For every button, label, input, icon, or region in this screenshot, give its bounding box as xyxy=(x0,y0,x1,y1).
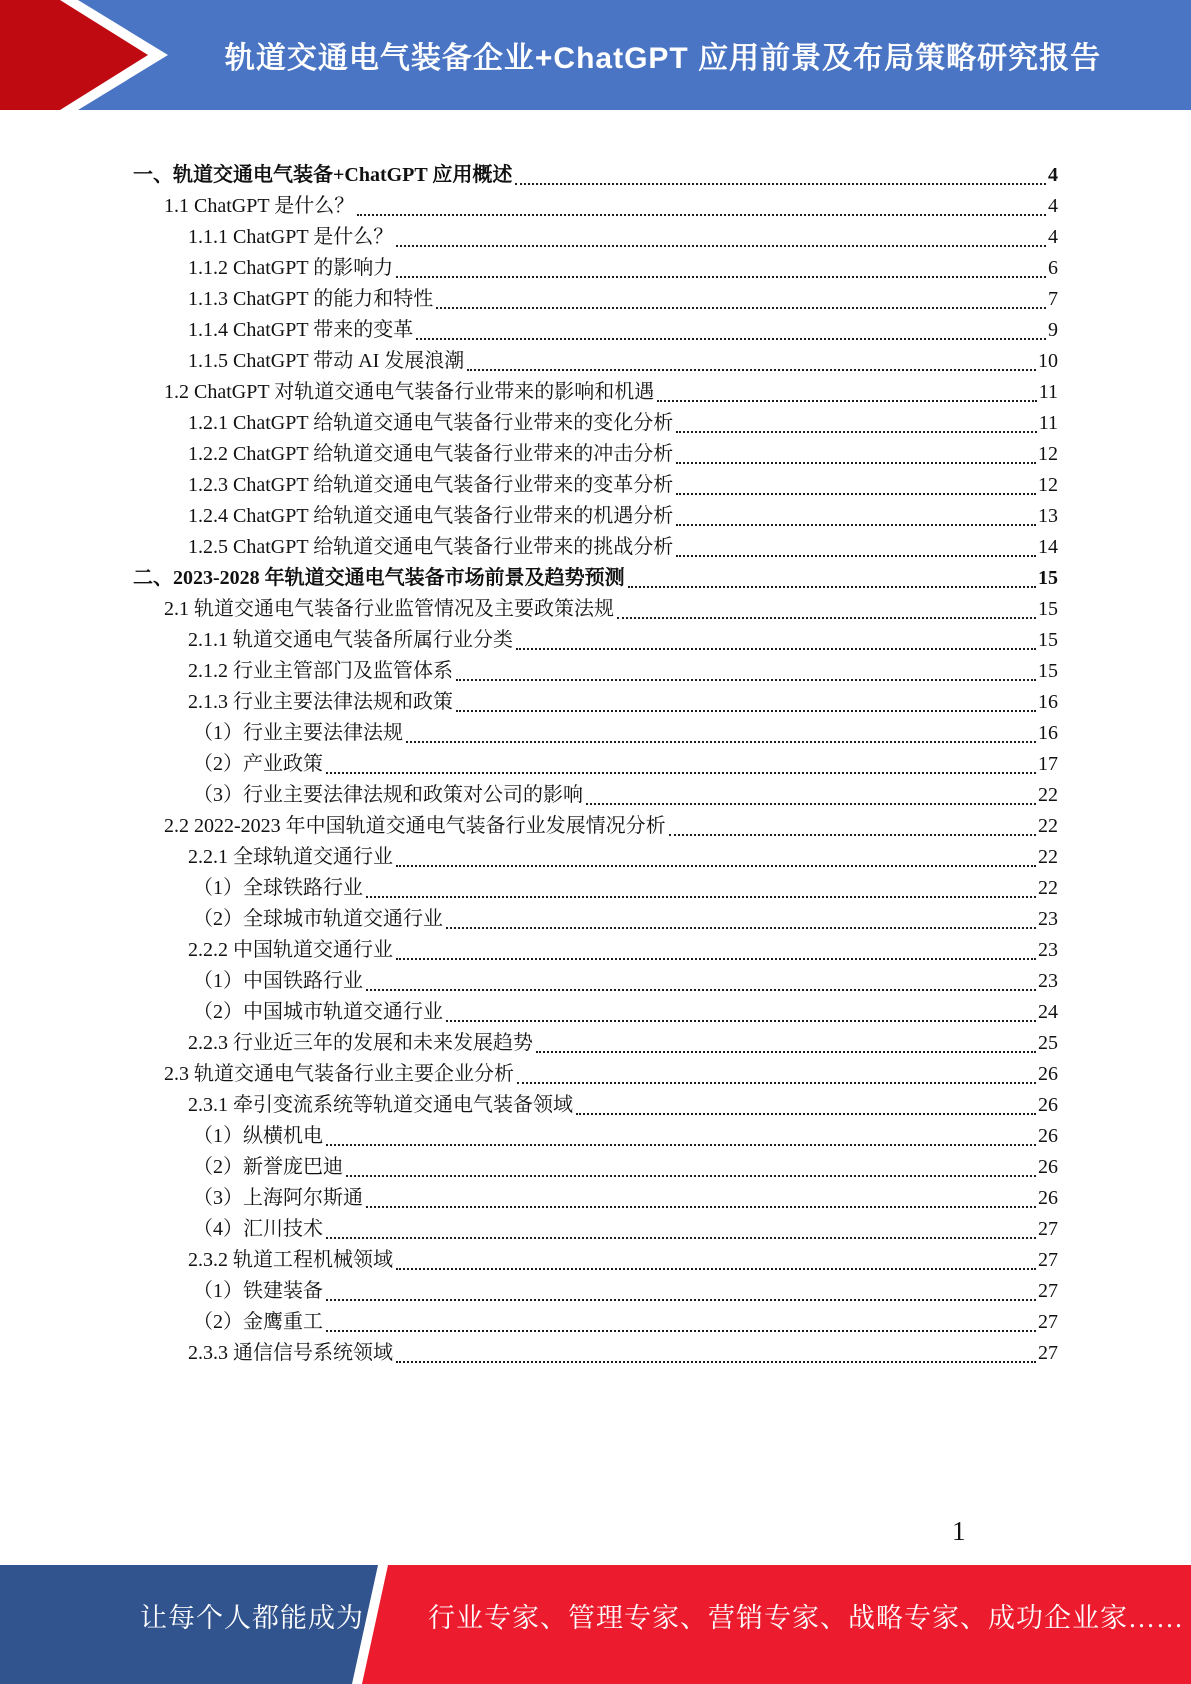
toc-entry-page: 15 xyxy=(1038,629,1058,651)
toc-entry-page: 12 xyxy=(1038,474,1058,496)
toc-entry[interactable] xyxy=(164,1059,1058,1090)
footer-slogan-right: 行业专家、管理专家、营销专家、战略专家、成功企业家…… xyxy=(428,1603,1184,1633)
dot-leader xyxy=(406,718,1036,743)
toc-entry-label: 1.1.2 ChatGPT 的影响力 xyxy=(188,257,394,279)
toc-entry-page: 15 xyxy=(1038,660,1058,682)
dot-leader xyxy=(676,470,1036,495)
toc-entry[interactable] xyxy=(188,842,1058,873)
toc-entry[interactable] xyxy=(193,873,1058,904)
footer-slogan-left: 让每个人都能成为 xyxy=(140,1603,364,1633)
toc-entry-label: 2.1 轨道交通电气装备行业监管情况及主要政策法规 xyxy=(164,598,614,620)
toc-entry-label: （1）中国铁路行业 xyxy=(193,970,363,992)
dot-leader xyxy=(467,346,1036,371)
dot-leader xyxy=(676,408,1037,433)
dot-leader xyxy=(396,253,1046,278)
dot-leader xyxy=(517,1059,1036,1084)
toc-entry-label: 一、轨道交通电气装备+ChatGPT 应用概述 xyxy=(133,164,513,186)
toc-entry[interactable] xyxy=(188,1245,1058,1276)
toc-entry-page: 25 xyxy=(1038,1032,1058,1054)
toc-entry-page: 13 xyxy=(1038,505,1058,527)
toc-entry-page: 14 xyxy=(1038,536,1058,558)
dot-leader xyxy=(416,315,1046,340)
toc-list xyxy=(133,160,1058,1369)
toc-entry[interactable] xyxy=(164,191,1058,222)
toc-entry[interactable] xyxy=(164,811,1058,842)
toc-entry-label: （2）产业政策 xyxy=(193,753,323,775)
toc-entry[interactable] xyxy=(193,1152,1058,1183)
toc-entry-page: 27 xyxy=(1038,1249,1058,1271)
toc-entry-label: 1.2.1 ChatGPT 给轨道交通电气装备行业带来的变化分析 xyxy=(188,412,674,434)
dot-leader xyxy=(515,160,1046,185)
report-header xyxy=(0,0,1191,110)
toc-entry-label: 1.1.3 ChatGPT 的能力和特性 xyxy=(188,288,434,310)
dot-leader xyxy=(396,935,1036,960)
toc-entry[interactable] xyxy=(193,1214,1058,1245)
toc-entry-page: 4 xyxy=(1048,226,1058,248)
toc-entry-page: 23 xyxy=(1038,908,1058,930)
toc-entry-label: 1.1.4 ChatGPT 带来的变革 xyxy=(188,319,414,341)
toc-entry-page: 10 xyxy=(1038,350,1058,372)
toc-entry-label: 2.1.3 行业主要法律法规和政策 xyxy=(188,691,453,713)
red-arrow-icon xyxy=(0,0,200,110)
page-number: 1 xyxy=(952,1516,966,1546)
toc-entry-page: 12 xyxy=(1038,443,1058,465)
dot-leader xyxy=(669,811,1036,836)
dot-leader xyxy=(456,687,1036,712)
toc-entry-label: （3）行业主要法律法规和政策对公司的影响 xyxy=(193,784,583,806)
toc-entry-label: （3）上海阿尔斯通 xyxy=(193,1187,363,1209)
toc-entry[interactable] xyxy=(188,1338,1058,1369)
toc-entry-page: 9 xyxy=(1048,319,1058,341)
toc-entry[interactable] xyxy=(193,718,1058,749)
dot-leader xyxy=(366,873,1036,898)
dot-leader xyxy=(536,1028,1036,1053)
dot-leader xyxy=(676,439,1036,464)
dot-leader xyxy=(676,532,1036,557)
toc-entry-page: 22 xyxy=(1038,846,1058,868)
toc-entry-page: 15 xyxy=(1038,598,1058,620)
toc-entry[interactable] xyxy=(188,315,1058,346)
toc-entry[interactable] xyxy=(133,563,1058,594)
page-footer xyxy=(0,1565,1191,1684)
toc-entry-label: 2.2.2 中国轨道交通行业 xyxy=(188,939,393,961)
toc-entry-label: 1.2.2 ChatGPT 给轨道交通电气装备行业带来的冲击分析 xyxy=(188,443,674,465)
toc-entry[interactable] xyxy=(193,997,1058,1028)
toc-entry-label: （1）铁建装备 xyxy=(193,1280,323,1302)
toc-entry[interactable] xyxy=(193,904,1058,935)
toc-entry-page: 26 xyxy=(1038,1187,1058,1209)
toc-entry-label: 1.2.4 ChatGPT 给轨道交通电气装备行业带来的机遇分析 xyxy=(188,505,674,527)
toc-entry-label: 1.2.3 ChatGPT 给轨道交通电气装备行业带来的变革分析 xyxy=(188,474,674,496)
dot-leader xyxy=(617,594,1036,619)
toc-entry-page: 27 xyxy=(1038,1280,1058,1302)
dot-leader xyxy=(396,222,1046,247)
toc-entry-page: 11 xyxy=(1038,412,1058,434)
toc-entry-label: 2.3.3 通信信号系统领域 xyxy=(188,1342,393,1364)
toc-entry-page: 16 xyxy=(1038,691,1058,713)
toc-entry[interactable] xyxy=(188,687,1058,718)
toc-entry[interactable] xyxy=(193,780,1058,811)
toc-entry-label: 1.2 ChatGPT 对轨道交通电气装备行业带来的影响和机遇 xyxy=(164,381,655,403)
toc-entry[interactable] xyxy=(188,656,1058,687)
toc-entry-label: 1.2.5 ChatGPT 给轨道交通电气装备行业带来的挑战分析 xyxy=(188,536,674,558)
toc-entry[interactable] xyxy=(188,253,1058,284)
toc-entry-page: 6 xyxy=(1048,257,1058,279)
toc-entry-label: 2.2.3 行业近三年的发展和未来发展趋势 xyxy=(188,1032,533,1054)
dot-leader xyxy=(326,1276,1036,1301)
dot-leader xyxy=(396,842,1036,867)
toc-entry-page: 11 xyxy=(1038,381,1058,403)
dot-leader xyxy=(357,191,1046,216)
dot-leader xyxy=(456,656,1036,681)
toc-entry[interactable] xyxy=(164,377,1058,408)
toc-entry-label: 1.1.5 ChatGPT 带动 AI 发展浪潮 xyxy=(188,350,465,372)
toc-entry[interactable] xyxy=(188,1028,1058,1059)
toc-entry-page: 24 xyxy=(1038,1001,1058,1023)
dot-leader xyxy=(628,563,1036,588)
toc-entry-page: 27 xyxy=(1038,1218,1058,1240)
dot-leader xyxy=(586,780,1036,805)
toc-entry[interactable] xyxy=(133,160,1058,191)
dot-leader xyxy=(326,749,1036,774)
dot-leader xyxy=(396,1338,1036,1363)
toc-entry-page: 27 xyxy=(1038,1311,1058,1333)
toc-entry-label: 1.1 ChatGPT 是什么？ xyxy=(164,195,355,217)
toc-entry-label: （1）全球铁路行业 xyxy=(193,877,363,899)
toc-entry[interactable] xyxy=(188,1090,1058,1121)
toc-entry-label: （2）中国城市轨道交通行业 xyxy=(193,1001,443,1023)
dot-leader xyxy=(326,1307,1036,1332)
toc-entry-label: 2.1.2 行业主管部门及监管体系 xyxy=(188,660,453,682)
dot-leader xyxy=(326,1121,1036,1146)
toc-entry-label: 2.1.1 轨道交通电气装备所属行业分类 xyxy=(188,629,513,651)
toc-entry-page: 15 xyxy=(1038,567,1058,589)
toc-entry-page: 16 xyxy=(1038,722,1058,744)
dot-leader xyxy=(446,904,1036,929)
dot-leader xyxy=(366,1183,1036,1208)
toc-entry[interactable] xyxy=(188,625,1058,656)
toc-entry-label: 2.3 轨道交通电气装备行业主要企业分析 xyxy=(164,1063,514,1085)
toc-entry-label: 1.1.1 ChatGPT 是什么？ xyxy=(188,226,394,248)
toc-entry[interactable] xyxy=(193,749,1058,780)
toc-entry-label: （4）汇川技术 xyxy=(193,1218,323,1240)
toc-entry[interactable] xyxy=(188,439,1058,470)
toc-entry-page: 17 xyxy=(1038,753,1058,775)
toc-entry-label: （2）全球城市轨道交通行业 xyxy=(193,908,443,930)
toc-entry-page: 7 xyxy=(1048,288,1058,310)
toc-entry-label: 2.2 2022-2023 年中国轨道交通电气装备行业发展情况分析 xyxy=(164,815,666,837)
toc-entry-page: 22 xyxy=(1038,877,1058,899)
toc-entry-label: 二、2023-2028 年轨道交通电气装备市场前景及趋势预测 xyxy=(133,567,625,589)
toc-entry[interactable] xyxy=(188,346,1058,377)
toc-entry-page: 23 xyxy=(1038,939,1058,961)
dot-leader xyxy=(516,625,1036,650)
dot-leader xyxy=(436,284,1046,309)
dot-leader xyxy=(326,1214,1036,1239)
dot-leader xyxy=(446,997,1036,1022)
toc-entry[interactable] xyxy=(193,1121,1058,1152)
dot-leader xyxy=(346,1152,1036,1177)
toc-entry[interactable] xyxy=(188,470,1058,501)
toc-entry[interactable] xyxy=(193,966,1058,997)
toc-entry[interactable] xyxy=(188,284,1058,315)
dot-leader xyxy=(396,1245,1036,1270)
dot-leader xyxy=(657,377,1037,402)
toc-entry-page: 27 xyxy=(1038,1342,1058,1364)
toc-entry-page: 26 xyxy=(1038,1156,1058,1178)
toc-entry-page: 22 xyxy=(1038,784,1058,806)
toc-entry-label: （2）新誉庞巴迪 xyxy=(193,1156,343,1178)
toc-entry-page: 23 xyxy=(1038,970,1058,992)
toc-entry-page: 4 xyxy=(1048,164,1058,186)
toc-entry-page: 26 xyxy=(1038,1125,1058,1147)
toc-entry[interactable] xyxy=(188,408,1058,439)
toc-entry[interactable] xyxy=(188,532,1058,563)
toc-entry-page: 26 xyxy=(1038,1063,1058,1085)
report-title: 轨道交通电气装备企业+ChatGPT 应用前景及布局策略研究报告 xyxy=(224,42,1102,75)
toc-entry-label: （2）金鹰重工 xyxy=(193,1311,323,1333)
toc-entry[interactable] xyxy=(188,935,1058,966)
dot-leader xyxy=(366,966,1036,991)
toc-entry-label: 2.2.1 全球轨道交通行业 xyxy=(188,846,393,868)
toc-entry[interactable] xyxy=(188,501,1058,532)
dot-leader xyxy=(676,501,1036,526)
dot-leader xyxy=(576,1090,1036,1115)
toc-entry-page: 26 xyxy=(1038,1094,1058,1116)
toc-entry[interactable] xyxy=(193,1307,1058,1338)
toc-entry-label: （1）纵横机电 xyxy=(193,1125,323,1147)
toc-entry-page: 4 xyxy=(1048,195,1058,217)
toc-entry-label: 2.3.2 轨道工程机械领域 xyxy=(188,1249,393,1271)
toc-entry[interactable] xyxy=(164,594,1058,625)
toc-entry[interactable] xyxy=(188,222,1058,253)
toc-entry-page: 22 xyxy=(1038,815,1058,837)
toc-entry[interactable] xyxy=(193,1276,1058,1307)
toc-entry-label: 2.3.1 牵引变流系统等轨道交通电气装备领域 xyxy=(188,1094,573,1116)
toc-entry-label: （1）行业主要法律法规 xyxy=(193,722,403,744)
toc-entry[interactable] xyxy=(193,1183,1058,1214)
